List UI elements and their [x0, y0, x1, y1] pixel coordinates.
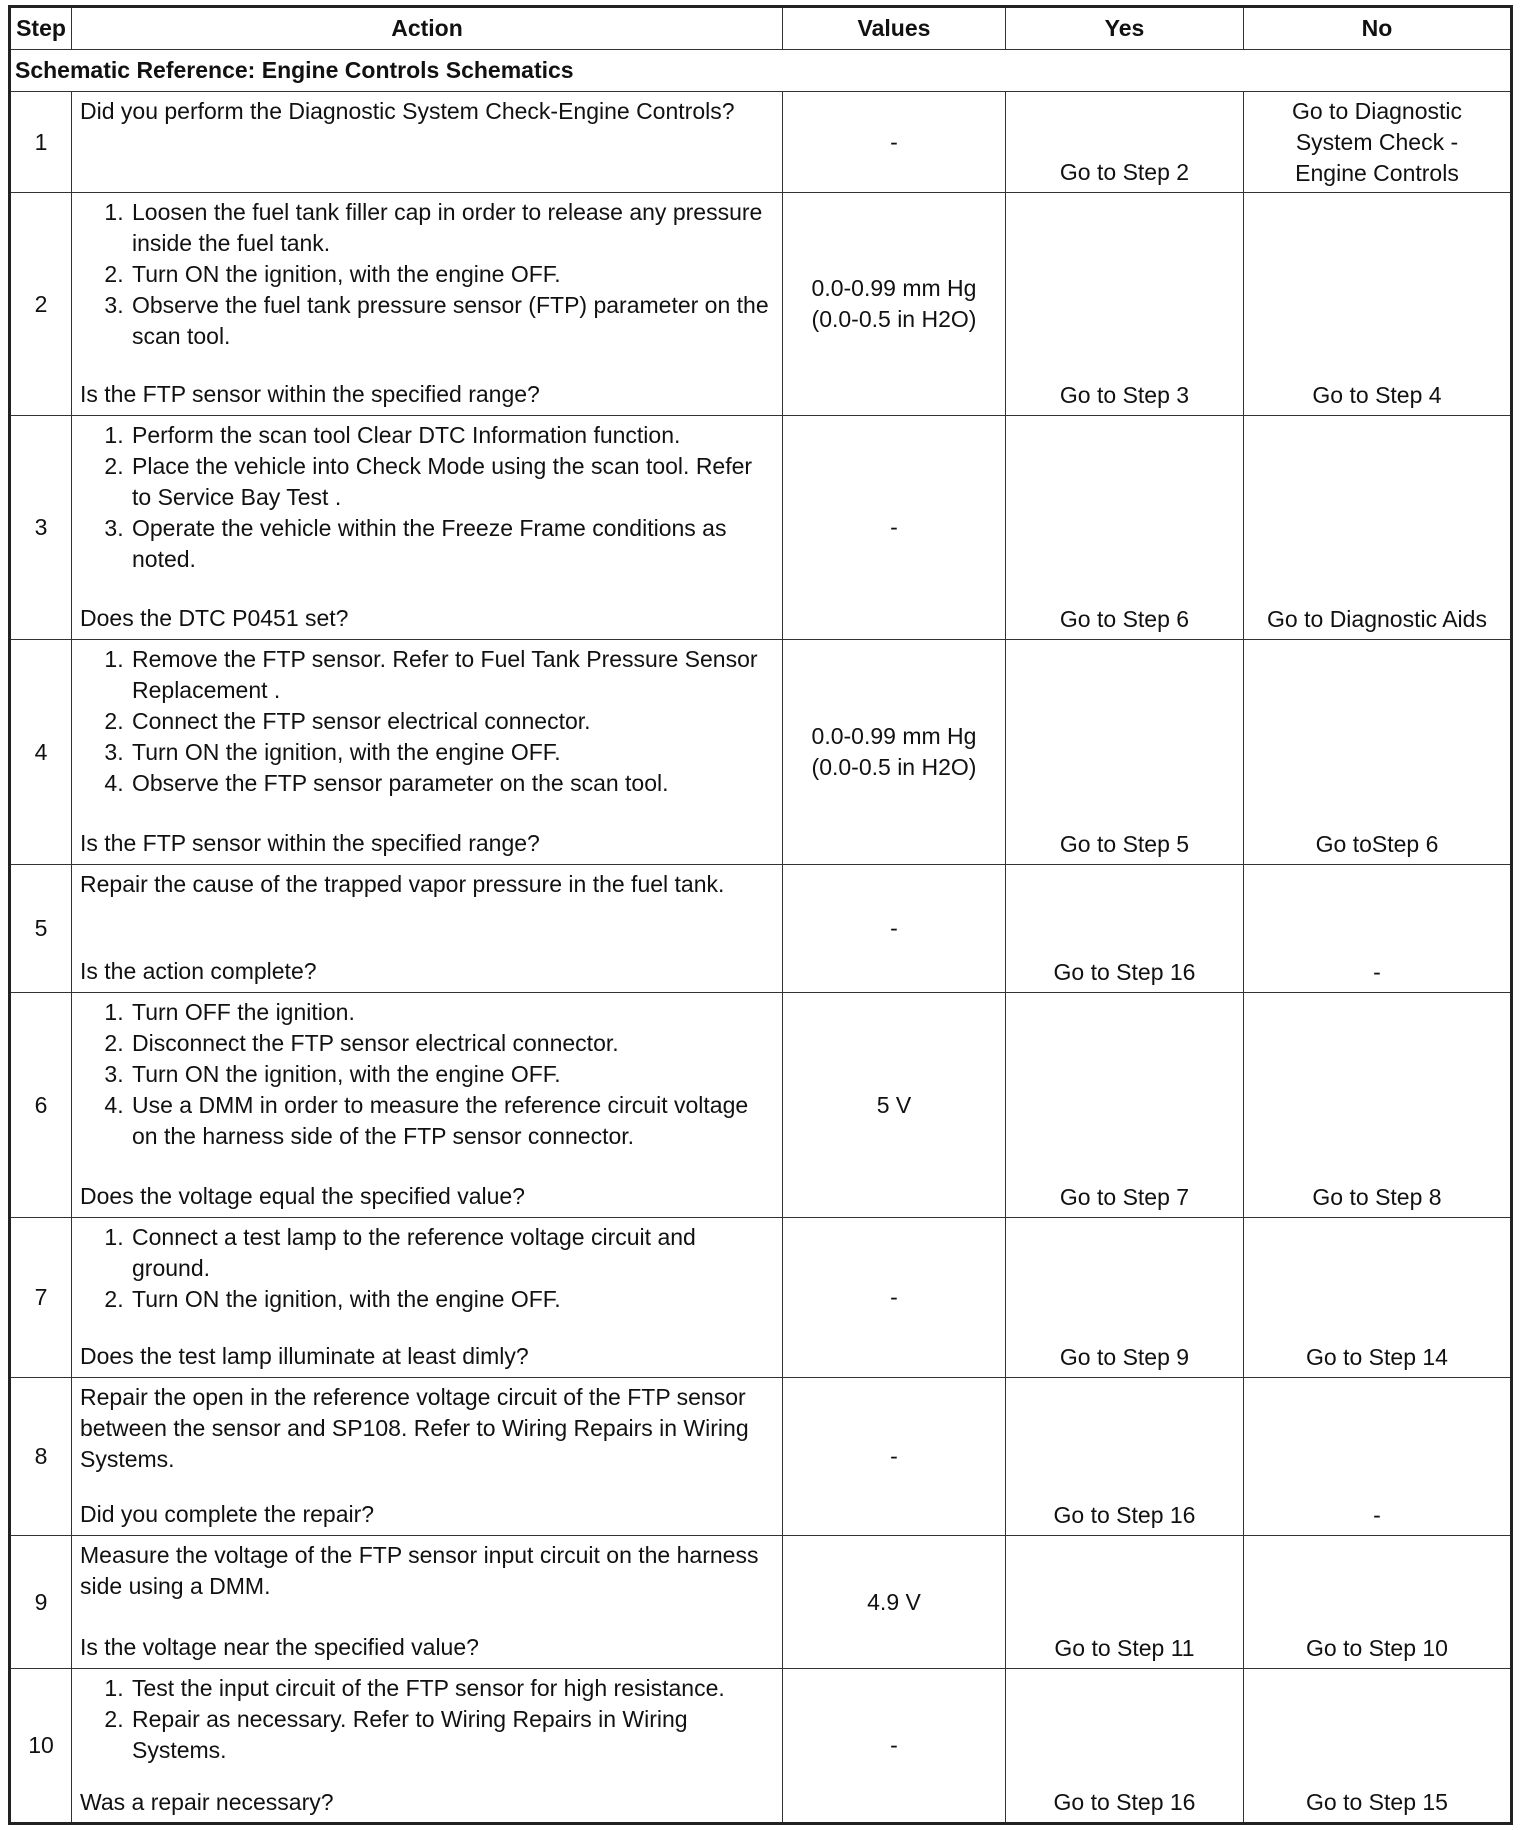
action-cell: [72, 1669, 783, 1824]
list-item: 3. Observe the fuel tank pressure sensor (FTP) parameter on the scan tool.: [130, 290, 774, 352]
list-item: 2. Turn ON the ignition, with the engine OFF.: [130, 1284, 774, 1315]
action-content: [72, 416, 782, 638]
schematic-reference: Schematic Reference: Engine Controls Schematics: [10, 50, 1512, 92]
action-content: [72, 993, 782, 1216]
step-number: 10: [10, 1669, 72, 1824]
yes-cell: Go to Step 7: [1006, 993, 1244, 1218]
action-instructions: [80, 997, 774, 1152]
header-values: Values: [783, 7, 1006, 50]
values-cell: -: [783, 416, 1006, 640]
table-row: [10, 193, 1512, 416]
no-cell: Go toStep 6: [1244, 640, 1512, 865]
action-content: [72, 865, 782, 991]
yes-cell: Go to Step 9: [1006, 1218, 1244, 1378]
list-item: 3. Turn ON the ignition, with the engine OFF.: [130, 1059, 774, 1090]
no-cell: Go to Step 15: [1244, 1669, 1512, 1824]
header-row: [10, 7, 1512, 50]
action-question: Does the DTC P0451 set?: [80, 605, 349, 631]
list-item: 1. Turn OFF the ignition.: [130, 997, 774, 1028]
values-cell: -: [783, 1378, 1006, 1536]
action-cell: [72, 1378, 783, 1536]
action-steps-list: [80, 420, 774, 575]
table-row: [10, 1536, 1512, 1669]
action-steps-list: [80, 1222, 774, 1315]
action-steps-list: [80, 197, 774, 352]
action-question: Does the voltage equal the specified value?: [80, 1183, 525, 1209]
schematic-reference-row: [10, 50, 1512, 92]
table-row: [10, 1669, 1512, 1824]
list-item: 2. Repair as necessary. Refer to Wiring Repairs in Wiring Systems.: [130, 1704, 774, 1766]
action-instructions: [80, 96, 774, 127]
step-number: 4: [10, 640, 72, 865]
action-content: [72, 92, 782, 191]
table-row: [10, 640, 1512, 865]
yes-cell: Go to Step 5: [1006, 640, 1244, 865]
yes-cell: Go to Step 2: [1006, 92, 1244, 193]
list-item: 4. Use a DMM in order to measure the reference circuit voltage on the harness side of the FTP sensor connector.: [130, 1090, 774, 1152]
table-row: [10, 865, 1512, 993]
list-item: 3. Operate the vehicle within the Freeze Frame conditions as noted.: [130, 513, 774, 575]
action-cell: [72, 865, 783, 993]
list-item: 1. Connect a test lamp to the reference voltage circuit and ground.: [130, 1222, 774, 1284]
step-number: 6: [10, 993, 72, 1218]
table-row: [10, 1378, 1512, 1536]
table-row: [10, 92, 1512, 193]
values-cell: -: [783, 1669, 1006, 1824]
list-item: 2. Turn ON the ignition, with the engine OFF.: [130, 259, 774, 290]
values-cell: -: [783, 92, 1006, 193]
values-cell: -: [783, 865, 1006, 993]
step-number: 2: [10, 193, 72, 416]
step-number: 9: [10, 1536, 72, 1669]
yes-cell: Go to Step 11: [1006, 1536, 1244, 1669]
action-question: Was a repair necessary?: [80, 1789, 334, 1815]
header-no: No: [1244, 7, 1512, 50]
yes-cell: Go to Step 16: [1006, 1669, 1244, 1824]
yes-cell: Go to Step 16: [1006, 1378, 1244, 1536]
action-content: [72, 1669, 782, 1822]
action-question: Is the FTP sensor within the specified range?: [80, 830, 540, 856]
action-content: [72, 1536, 782, 1667]
action-cell: [72, 193, 783, 416]
action-instructions: [80, 869, 774, 900]
action-question: Is the action complete?: [80, 958, 317, 984]
list-item: 2. Place the vehicle into Check Mode using the scan tool. Refer to Service Bay Test .: [130, 451, 774, 513]
no-cell: Go to Step 4: [1244, 193, 1512, 416]
diagnostic-table: [8, 5, 1513, 1825]
list-item: 1. Perform the scan tool Clear DTC Information function.: [130, 420, 774, 451]
action-content: [72, 640, 782, 863]
yes-cell: Go to Step 3: [1006, 193, 1244, 416]
action-content: [72, 193, 782, 414]
action-instructions: [80, 420, 774, 575]
action-instructions: [80, 1540, 774, 1602]
list-item: 3. Turn ON the ignition, with the engine OFF.: [130, 737, 774, 768]
step-number: 3: [10, 416, 72, 640]
action-instructions: [80, 1222, 774, 1315]
yes-cell: Go to Step 6: [1006, 416, 1244, 640]
header-action: Action: [72, 7, 783, 50]
list-item: 1. Test the input circuit of the FTP sensor for high resistance.: [130, 1673, 774, 1704]
values-cell: -: [783, 1218, 1006, 1378]
no-cell: -: [1244, 865, 1512, 993]
action-steps-list: [80, 1673, 774, 1766]
no-cell: Go to Diagnostic Aids: [1244, 416, 1512, 640]
action-question: Does the test lamp illuminate at least dimly?: [80, 1343, 529, 1369]
list-item: 1. Remove the FTP sensor. Refer to Fuel Tank Pressure Sensor Replacement .: [130, 644, 774, 706]
list-item: 2. Connect the FTP sensor electrical connector.: [130, 706, 774, 737]
action-content: [72, 1218, 782, 1376]
action-question: Is the FTP sensor within the specified range?: [80, 381, 540, 407]
no-cell: Go to Step 14: [1244, 1218, 1512, 1378]
action-instructions: [80, 1382, 774, 1475]
action-cell: [72, 416, 783, 640]
list-item: 1. Loosen the fuel tank filler cap in order to release any pressure inside the fuel tank.: [130, 197, 774, 259]
header-yes: Yes: [1006, 7, 1244, 50]
header-step: Step: [10, 7, 72, 50]
action-instructions: [80, 197, 774, 352]
action-cell: [72, 1536, 783, 1669]
action-cell: [72, 1218, 783, 1378]
yes-cell: Go to Step 16: [1006, 865, 1244, 993]
action-steps-list: [80, 997, 774, 1152]
table-row: [10, 993, 1512, 1218]
list-item: 4. Observe the FTP sensor parameter on the scan tool.: [130, 768, 774, 799]
action-intro: Did you perform the Diagnostic System Check-Engine Controls?: [80, 98, 735, 124]
list-item: 2. Disconnect the FTP sensor electrical connector.: [130, 1028, 774, 1059]
no-cell: -: [1244, 1378, 1512, 1536]
action-intro: Measure the voltage of the FTP sensor input circuit on the harness side using a DMM.: [80, 1542, 759, 1599]
action-intro: Repair the cause of the trapped vapor pressure in the fuel tank.: [80, 871, 725, 897]
action-steps-list: [80, 644, 774, 799]
action-question: Did you complete the repair?: [80, 1501, 375, 1527]
values-cell: 0.0-0.99 mm Hg (0.0-0.5 in H2O): [783, 640, 1006, 865]
no-cell: Go to Step 10: [1244, 1536, 1512, 1669]
values-cell: 0.0-0.99 mm Hg (0.0-0.5 in H2O): [783, 193, 1006, 416]
action-question: Is the voltage near the specified value?: [80, 1634, 479, 1660]
step-number: 1: [10, 92, 72, 193]
values-cell: 5 V: [783, 993, 1006, 1218]
step-number: 7: [10, 1218, 72, 1378]
step-number: 8: [10, 1378, 72, 1536]
no-cell: Go to Step 8: [1244, 993, 1512, 1218]
table-row: [10, 1218, 1512, 1378]
action-instructions: [80, 644, 774, 799]
no-cell: Go to Diagnostic System Check - Engine Controls: [1244, 92, 1512, 193]
action-content: [72, 1378, 782, 1534]
step-number: 5: [10, 865, 72, 993]
action-cell: [72, 92, 783, 193]
action-instructions: [80, 1673, 774, 1766]
values-cell: 4.9 V: [783, 1536, 1006, 1669]
action-cell: [72, 993, 783, 1218]
action-cell: [72, 640, 783, 865]
action-intro: Repair the open in the reference voltage circuit of the FTP sensor between the sensor and SP108. Refer to Wiring Repairs in Wiring Systems.: [80, 1384, 749, 1472]
table-row: [10, 416, 1512, 640]
